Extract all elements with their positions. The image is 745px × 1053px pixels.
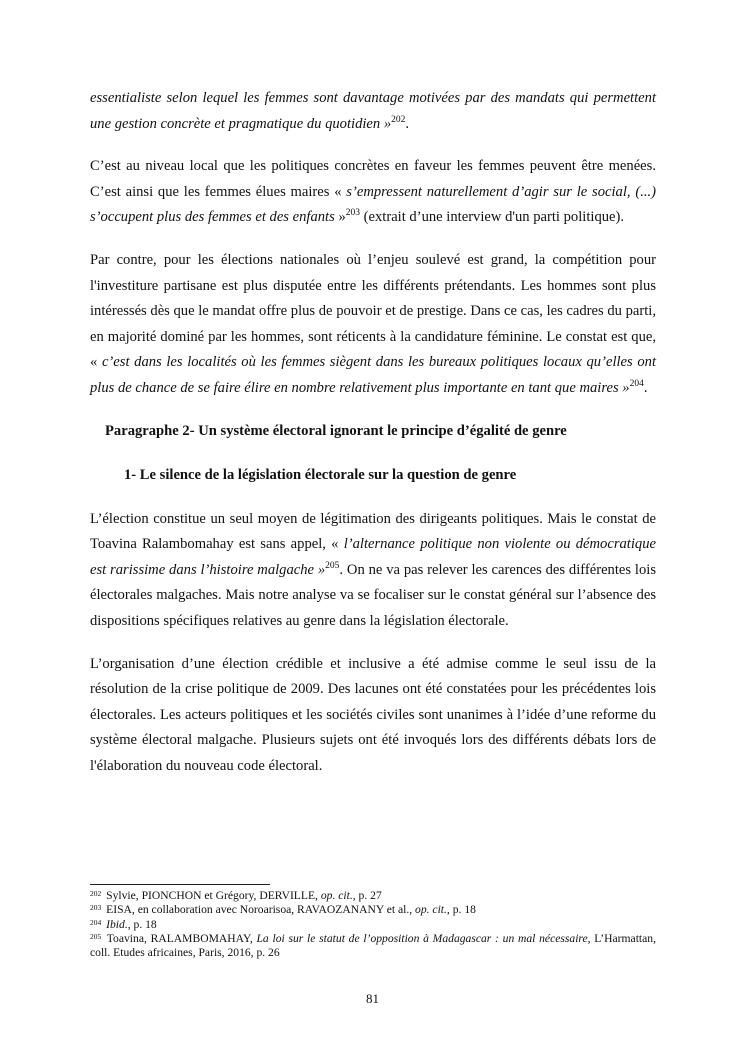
text: L’élection constitue un seul moyen de légitimation des dirigeants politiques. Mais le constat de Toavina Ralambomahay est sans appel, « (90, 510, 656, 553)
quote: l’alternance politique non violente ou démocratique est rarissime dans l’histoire malgache » (90, 536, 656, 578)
quote: c’est dans les localités où les femmes siègent dans les bureaux politiques locaux qu’elles ont plus de chance de se faire élire en nombre relativement plus importante en tant que maires » (90, 354, 656, 396)
footnote-ref-205[interactable]: 205 (325, 560, 340, 571)
text: , p. 18 (446, 903, 476, 917)
heading-paragraphe-2: Paragraphe 2- Un système électoral ignorant le principe d’égalité de genre (105, 422, 567, 439)
text: , L’Harmattan, coll. Etudes africaines, Paris, 2016, p. 26 (90, 931, 656, 960)
footnote-204 (90, 918, 656, 932)
text: . (643, 379, 648, 396)
footnote-number: 203 (90, 903, 102, 913)
quote: s’empressent naturellement d’agir sur le social, (...) s’occupent plus des femmes et des enfants (90, 183, 657, 226)
text: » (334, 209, 346, 226)
paragraph-5: L’organisation d’une élection crédible et inclusive a été admise comme le seul issu de la résolution de la crise politique de 2009. Des lacunes ont été constatées pour les précédentes lois électorales. Les acteurs politiques et les sociétés civiles sont unanimes à l’idée d’une reforme du système électoral malgache. Plusieurs sujets ont été invoqués lors des différents débats lors de l'élaboration du nouveau code électoral. (90, 655, 656, 774)
text: EISA, en collaboration avec Noroarisoa, RAVAOZANANY et al., (103, 903, 416, 917)
text: Sylvie, PIONCHON et Grégory, DERVILLE, (103, 889, 321, 902)
text: La loi sur le statut de l’opposition à Madagascar : un mal nécessaire (256, 931, 588, 945)
page-number: 81 (366, 991, 379, 1006)
heading-section-1: 1- Le silence de la législation électorale sur la question de genre (124, 466, 517, 483)
footnote-202 (90, 889, 656, 903)
text: op. cit. (320, 889, 353, 902)
footnote-separator (90, 884, 270, 885)
footnote-ref-202[interactable]: 202 (391, 114, 406, 125)
footnote-number: 202 (90, 889, 102, 898)
text: . (405, 115, 410, 132)
text: Toavina, RALAMBOMAHAY, (103, 931, 257, 945)
text: . On ne va pas relever les carences des différentes lois électorales malgaches. Mais notre analyse va se focaliser sur le constat général sur l’absence des dispositions spécifiques relatives au genre dans la législation électorale. (90, 561, 656, 629)
footnote-203 (90, 903, 656, 917)
quote: essentialiste selon lequel les femmes sont davantage motivées par des mandats qui permettent une gestion concrète et pragmatique du quotidien » (90, 90, 656, 132)
text: C’est au niveau local que les politiques concrètes en faveur les femmes peuvent être menées. C’est ainsi que les femmes élues maires « (90, 158, 656, 200)
text: op. cit. (415, 903, 447, 917)
footnote-number: 205 (90, 931, 102, 941)
footnotes (90, 889, 656, 960)
text: , p. 27 (352, 889, 382, 902)
paragraph-1 (90, 86, 656, 137)
paragraph-2 (90, 154, 656, 231)
text: , p. 18 (127, 917, 157, 931)
text: Par contre, pour les élections nationales où l’enjeu soulevé est grand, la compétition pour l'investiture partisane est plus disputée entre les différents prétendants. Les hommes sont plus intéressés dès que le mandat offre plus de pouvoir et de prestige. Dans ce cas, les cadres du parti, en majorité dominé par les hommes, sont réticents à la candidature féminine. Le constat est que, « (90, 251, 656, 371)
footnote-ref-203[interactable]: 203 (345, 208, 360, 219)
paragraph-3 (90, 248, 656, 402)
footnote-205 (90, 932, 656, 961)
text: (extrait d’une interview d'un parti politique). (360, 209, 625, 226)
paragraph-4 (90, 507, 656, 635)
text: Ibid. (103, 917, 128, 931)
footnote-ref-204[interactable]: 204 (629, 378, 644, 389)
footnote-number: 204 (90, 917, 102, 927)
document-body (90, 86, 656, 796)
